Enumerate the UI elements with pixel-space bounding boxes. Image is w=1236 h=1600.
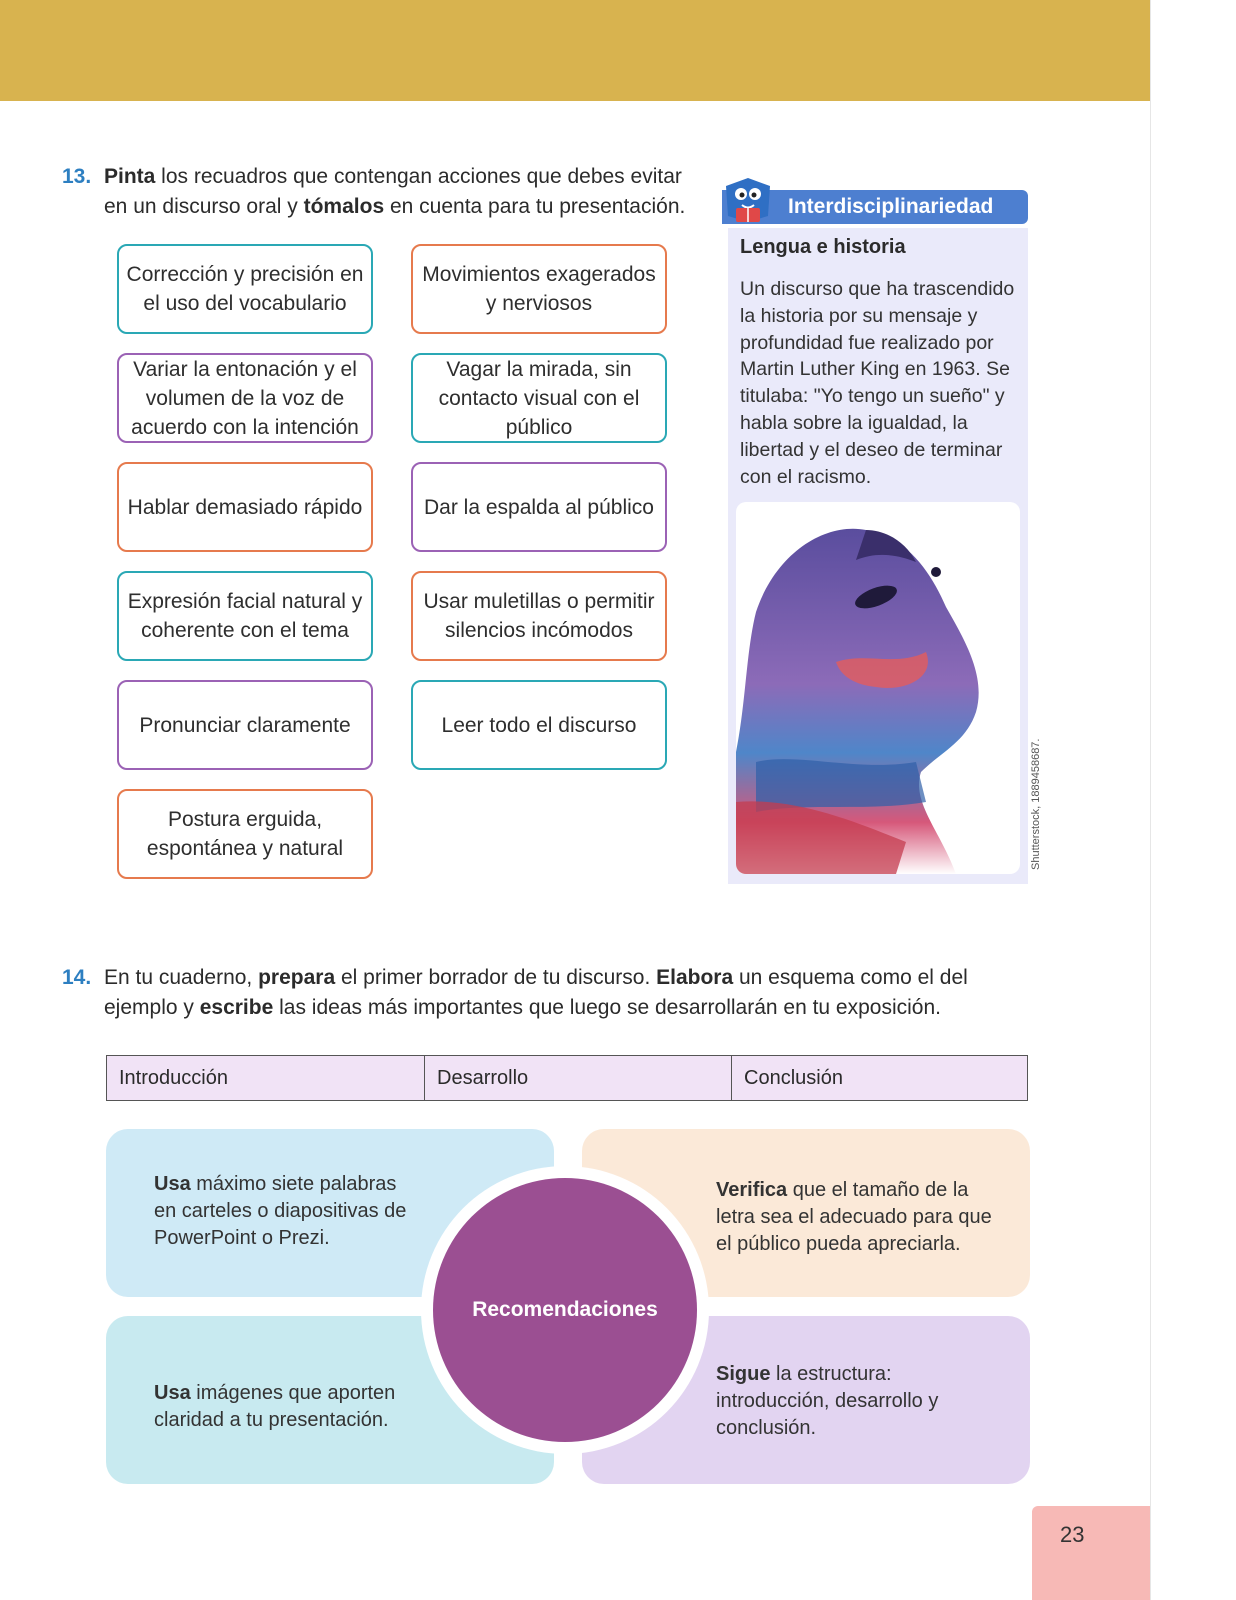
recommendation-detail: imágenes que aporten claridad a tu presentación.: [154, 1382, 396, 1431]
question-14: [62, 963, 1032, 1023]
verb-escribe: escribe: [199, 996, 274, 1019]
question-13-text: [104, 162, 702, 222]
action-box[interactable]: Expresión facial natural y coherente con el tema: [117, 571, 373, 661]
action-box[interactable]: Leer todo el discurso: [411, 680, 667, 770]
verb-elabora: Elabora: [656, 966, 734, 989]
recommendation-verb: Sigue: [716, 1363, 771, 1385]
action-box[interactable]: Postura erguida, espontánea y natural: [117, 789, 373, 879]
mlk-illustration: [736, 502, 1020, 874]
question-13: [62, 162, 702, 222]
question-14-text-part: un esquema como el del ejemplo y: [104, 966, 968, 1019]
recommendation-detail: máximo siete palabras en carteles o diapositivas de PowerPoint o Prezi.: [154, 1173, 407, 1249]
question-14-text-part: las ideas más importantes que luego se desarrollarán en tu exposición.: [273, 996, 941, 1019]
page-number: 23: [1060, 1522, 1085, 1547]
action-box[interactable]: Pronunciar claramente: [117, 680, 373, 770]
question-13-text-part: en cuenta para tu presentación.: [384, 195, 686, 218]
recommendation-text-structure: [716, 1361, 956, 1442]
verb-pinta: Pinta: [104, 165, 156, 188]
action-box[interactable]: Variar la entonación y el volumen de la voz de acuerdo con la intención: [117, 353, 373, 443]
action-box[interactable]: Usar muletillas o permitir silencios incómodos: [411, 571, 667, 661]
book-mascot-icon: [718, 172, 778, 232]
top-color-band: [0, 0, 1150, 101]
action-box[interactable]: Corrección y precisión en el uso del vocabulario: [117, 244, 373, 334]
recommendation-text-words: [154, 1171, 419, 1252]
recommendation-text-font-size: [716, 1177, 1001, 1258]
page-number-tab: [1032, 1506, 1150, 1600]
table-header-conclusion: Conclusión: [744, 1066, 843, 1089]
outline-table: [106, 1055, 1028, 1101]
verb-prepara: prepara: [258, 966, 336, 989]
recommendations-circle: [433, 1178, 697, 1442]
recommendation-detail: que el tamaño de la letra sea el adecuado para que el público pueda apreciarla.: [716, 1179, 992, 1255]
question-14-text-part: En tu cuaderno,: [104, 966, 259, 989]
question-14-number: 14.: [62, 966, 92, 989]
interdisciplinary-title: Interdisciplinariedad: [788, 195, 994, 218]
action-box[interactable]: Hablar demasiado rápido: [117, 462, 373, 552]
question-14-text: [104, 963, 1032, 1023]
recommendation-verb: Usa: [154, 1173, 191, 1195]
action-box[interactable]: Dar la espalda al público: [411, 462, 667, 552]
table-header-desarrollo: Desarrollo: [425, 1056, 732, 1100]
recommendation-text-images: [154, 1380, 419, 1434]
table-header-introduccion: Introducción: [107, 1056, 425, 1100]
question-13-number: 13.: [62, 165, 92, 188]
action-box[interactable]: Movimientos exagerados y nerviosos: [411, 244, 667, 334]
interdisciplinary-body: Un discurso que ha trascendido la historia por su mensaje y profundidad fue realizado por Martin Luther King en 1963. Se titulaba: "Yo tengo un sueño" y habla sobre la igualdad, la libertad y el deseo de terminar con el racismo.: [740, 278, 1015, 488]
recommendation-verb: Usa: [154, 1382, 191, 1404]
page-edge: [1150, 0, 1236, 1600]
action-box[interactable]: Vagar la mirada, sin contacto visual con el público: [411, 353, 667, 443]
question-14-text-part: el primer borrador de tu discurso.: [335, 966, 657, 989]
recommendations-title: Recomendaciones: [472, 1298, 658, 1321]
interdisciplinary-subtitle: Lengua e historia: [740, 236, 906, 258]
recommendation-detail: la estructura: introducción, desarrollo y conclusión.: [716, 1363, 939, 1439]
recommendation-verb: Verifica: [716, 1179, 788, 1201]
verb-tomalos: tómalos: [303, 195, 385, 218]
question-13-text-part: los recuadros que contengan acciones que debes evitar en un discurso oral y: [104, 165, 682, 218]
photo-credit: Shutterstock, 1889458687.: [1030, 738, 1042, 870]
